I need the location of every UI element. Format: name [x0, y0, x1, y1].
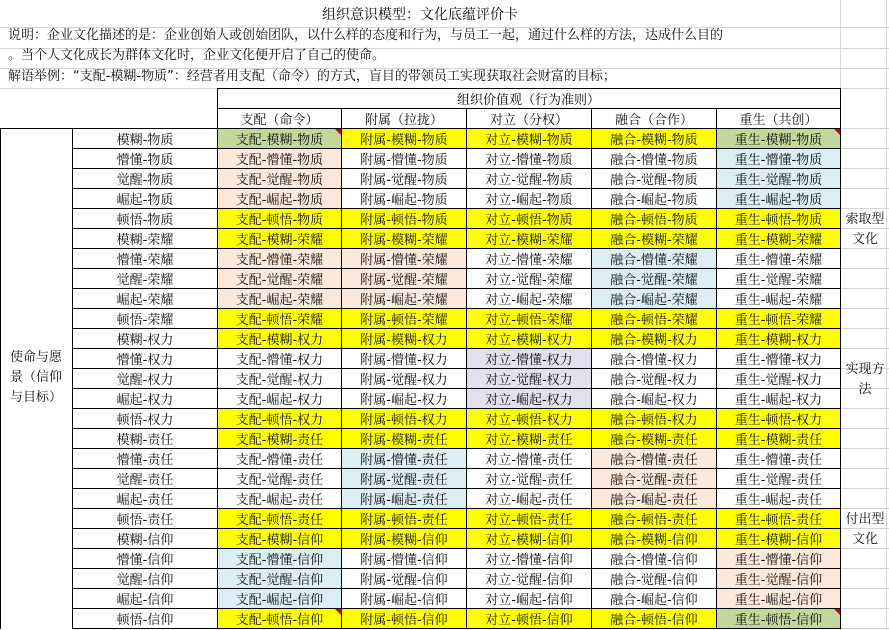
- table-cell[interactable]: 支配-顿悟-信仰: [218, 609, 341, 628]
- table-cell[interactable]: 附属-模糊-荣耀: [342, 229, 466, 248]
- gridline: [840, 148, 889, 149]
- table-cell[interactable]: 对立-懵懂-信仰: [467, 549, 591, 568]
- table-cell[interactable]: 支配-模糊-荣耀: [218, 229, 341, 248]
- table-cell[interactable]: 支配-模糊-物质: [218, 129, 341, 148]
- table-cell[interactable]: 附属-懵懂-责任: [342, 449, 466, 468]
- table-cell[interactable]: 融合-顿悟-荣耀: [592, 309, 716, 328]
- table-cell[interactable]: 重生-模糊-物质: [717, 129, 840, 148]
- table-border: [72, 228, 841, 229]
- row-label[interactable]: 顿悟-责任: [116, 513, 174, 528]
- table-border: [72, 248, 841, 249]
- table-cell[interactable]: 支配-崛起-荣耀: [218, 289, 341, 308]
- table-cell[interactable]: 附属-懵懂-物质: [342, 149, 466, 168]
- table-cell[interactable]: 融合-觉醒-权力: [592, 369, 716, 388]
- table-cell[interactable]: 附属-崛起-信仰: [342, 589, 466, 608]
- column-header-3[interactable]: 对立（分权）: [489, 113, 568, 128]
- table-border: [72, 588, 841, 589]
- table-border: [840, 88, 841, 629]
- row-label[interactable]: 模糊-荣耀: [116, 233, 174, 248]
- table-cell[interactable]: 重生-懵懂-权力: [717, 349, 840, 368]
- table-cell[interactable]: 融合-顿悟-权力: [592, 409, 716, 428]
- gridline: [840, 188, 889, 189]
- table-cell[interactable]: 融合-顿悟-责任: [592, 509, 716, 528]
- table-border: [0, 128, 841, 129]
- comment-indicator-icon[interactable]: [834, 609, 840, 615]
- side-label-giving-culture[interactable]: 付出型文化: [845, 512, 885, 547]
- table-cell[interactable]: 融合-懵懂-信仰: [592, 549, 716, 568]
- column-header-5[interactable]: 重生（共创）: [739, 113, 818, 128]
- table-cell[interactable]: 对立-顿悟-物质: [467, 209, 591, 228]
- table-cell[interactable]: 重生-懵懂-荣耀: [717, 249, 840, 268]
- table-cell[interactable]: 重生-模糊-权力: [717, 329, 840, 348]
- row-label[interactable]: 模糊-权力: [116, 333, 174, 348]
- table-border: [72, 148, 841, 149]
- table-cell[interactable]: 支配-觉醒-物质: [218, 169, 341, 188]
- table-cell[interactable]: 对立-顿悟-责任: [467, 509, 591, 528]
- table-border: [72, 268, 841, 269]
- row-label[interactable]: 模糊-信仰: [116, 533, 174, 548]
- row-label[interactable]: 懵懂-权力: [116, 353, 174, 368]
- gridline: [840, 308, 889, 309]
- table-cell[interactable]: 附属-懵懂-权力: [342, 349, 466, 368]
- table-border: [72, 608, 841, 609]
- table-cell[interactable]: 支配-崛起-权力: [218, 389, 341, 408]
- table-cell[interactable]: 对立-顿悟-信仰: [467, 609, 591, 628]
- table-border: [72, 568, 841, 569]
- table-cell[interactable]: 融合-崛起-责任: [592, 489, 716, 508]
- vision-label[interactable]: 使命与愿景（信仰与目标）: [9, 350, 62, 405]
- table-cell[interactable]: 融合-懵懂-荣耀: [592, 249, 716, 268]
- table-cell[interactable]: 重生-顿悟-物质: [717, 209, 840, 228]
- table-cell[interactable]: 对立-模糊-信仰: [467, 529, 591, 548]
- gridline: [840, 168, 889, 169]
- description-line-1[interactable]: 说明：企业文化描述的是：企业创始人或创始团队，以什么样的态度和行为，与员工一起，通过什么样的方法，达成什么目的: [8, 28, 724, 43]
- table-cell[interactable]: 对立-模糊-权力: [467, 329, 591, 348]
- table-cell[interactable]: 支配-顿悟-荣耀: [218, 309, 341, 328]
- table-cell[interactable]: 重生-觉醒-信仰: [717, 569, 840, 588]
- table-cell[interactable]: 融合-崛起-荣耀: [592, 289, 716, 308]
- table-cell[interactable]: 融合-模糊-荣耀: [592, 229, 716, 248]
- table-cell[interactable]: 附属-崛起-荣耀: [342, 289, 466, 308]
- table-cell[interactable]: 融合-觉醒-信仰: [592, 569, 716, 588]
- table-border: [72, 508, 841, 509]
- table-border: [72, 548, 841, 549]
- table-cell[interactable]: 附属-模糊-权力: [342, 329, 466, 348]
- table-cell[interactable]: 融合-顿悟-物质: [592, 209, 716, 228]
- row-label[interactable]: 崛起-荣耀: [116, 293, 174, 308]
- gridline: [840, 408, 889, 409]
- row-label[interactable]: 崛起-信仰: [116, 593, 174, 608]
- side-label-extractive-culture[interactable]: 索取型文化: [845, 212, 885, 247]
- table-cell[interactable]: 融合-模糊-责任: [592, 429, 716, 448]
- table-cell[interactable]: 对立-觉醒-信仰: [467, 569, 591, 588]
- table-cell[interactable]: 融合-崛起-信仰: [592, 589, 716, 608]
- table-cell[interactable]: 对立-崛起-荣耀: [467, 289, 591, 308]
- table-cell[interactable]: 融合-崛起-权力: [592, 389, 716, 408]
- table-cell[interactable]: 对立-模糊-物质: [467, 129, 591, 148]
- table-cell[interactable]: 重生-崛起-荣耀: [717, 289, 840, 308]
- table-cell[interactable]: 支配-觉醒-责任: [218, 469, 341, 488]
- table-border: [466, 108, 467, 629]
- row-label[interactable]: 觉醒-权力: [116, 373, 174, 388]
- table-cell[interactable]: 对立-崛起-权力: [467, 389, 591, 408]
- gridline: [840, 448, 889, 449]
- table-cell[interactable]: 对立-顿悟-荣耀: [467, 309, 591, 328]
- table-border: [72, 408, 841, 409]
- row-label[interactable]: 崛起-物质: [116, 193, 174, 208]
- row-label[interactable]: 顿悟-权力: [116, 413, 174, 428]
- table-cell[interactable]: 融合-觉醒-责任: [592, 469, 716, 488]
- table-border: [72, 348, 841, 349]
- table-cell[interactable]: 支配-崛起-信仰: [218, 589, 341, 608]
- table-border: [72, 168, 841, 169]
- table-cell[interactable]: 支配-崛起-责任: [218, 489, 341, 508]
- row-label[interactable]: 顿悟-信仰: [116, 613, 174, 628]
- table-cell[interactable]: 附属-懵懂-信仰: [342, 549, 466, 568]
- row-label[interactable]: 顿悟-荣耀: [116, 313, 174, 328]
- table-cell[interactable]: 融合-模糊-信仰: [592, 529, 716, 548]
- table-border: [716, 108, 717, 629]
- table-cell[interactable]: 附属-顿悟-荣耀: [342, 309, 466, 328]
- table-border: [72, 488, 841, 489]
- table-cell[interactable]: 对立-懵懂-荣耀: [467, 249, 591, 268]
- row-label[interactable]: 模糊-责任: [116, 433, 174, 448]
- row-label[interactable]: 觉醒-信仰: [116, 573, 174, 588]
- sheet-title[interactable]: 组织意识模型：文化底蕴评价卡: [322, 6, 518, 23]
- row-label[interactable]: 懵懂-信仰: [116, 553, 174, 568]
- table-cell[interactable]: 支配-崛起-物质: [218, 189, 341, 208]
- gridline: [840, 288, 889, 289]
- table-cell[interactable]: 支配-觉醒-荣耀: [218, 269, 341, 288]
- table-cell[interactable]: 附属-觉醒-权力: [342, 369, 466, 388]
- table-cell[interactable]: 附属-顿悟-信仰: [342, 609, 466, 628]
- table-cell[interactable]: 融合-懵懂-权力: [592, 349, 716, 368]
- gridline: [840, 588, 889, 589]
- table-cell[interactable]: 重生-懵懂-物质: [717, 149, 840, 168]
- row-label[interactable]: 懵懂-物质: [116, 153, 174, 168]
- table-border: [591, 108, 592, 629]
- row-label[interactable]: 顿悟-物质: [116, 213, 174, 228]
- table-cell[interactable]: 重生-顿悟-权力: [717, 409, 840, 428]
- table-cell[interactable]: 支配-懵懂-信仰: [218, 549, 341, 568]
- table-cell[interactable]: 融合-顿悟-信仰: [592, 609, 716, 628]
- table-border: [72, 428, 841, 429]
- value-header[interactable]: 组织价值观（行为准则）: [456, 92, 600, 108]
- gridline: [840, 468, 889, 469]
- table-border: [72, 188, 841, 189]
- table-cell[interactable]: 对立-懵懂-责任: [467, 449, 591, 468]
- table-cell[interactable]: 重生-顿悟-信仰: [717, 609, 840, 628]
- table-cell[interactable]: 重生-模糊-信仰: [717, 529, 840, 548]
- table-border: [217, 88, 841, 89]
- table-border: [72, 388, 841, 389]
- table-cell[interactable]: 附属-觉醒-物质: [342, 169, 466, 188]
- row-label[interactable]: 觉醒-荣耀: [116, 273, 174, 288]
- table-border: [72, 448, 841, 449]
- table-border: [72, 468, 841, 469]
- table-cell[interactable]: 对立-崛起-信仰: [467, 589, 591, 608]
- table-border: [72, 208, 841, 209]
- row-label[interactable]: 懵懂-荣耀: [116, 253, 174, 268]
- table-cell[interactable]: 支配-觉醒-权力: [218, 369, 341, 388]
- table-cell[interactable]: 附属-顿悟-责任: [342, 509, 466, 528]
- description-line-2[interactable]: 。当个人文化成长为群体文化时，企业文化便开启了自己的使命。: [8, 48, 386, 63]
- table-cell[interactable]: 支配-懵懂-荣耀: [218, 249, 341, 268]
- table-cell[interactable]: 支配-模糊-权力: [218, 329, 341, 348]
- table-cell[interactable]: 重生-模糊-荣耀: [717, 229, 840, 248]
- table-border: [72, 128, 73, 629]
- table-cell[interactable]: 重生-觉醒-荣耀: [717, 269, 840, 288]
- table-cell[interactable]: 重生-崛起-物质: [717, 189, 840, 208]
- table-cell[interactable]: 对立-崛起-物质: [467, 189, 591, 208]
- row-label[interactable]: 崛起-责任: [116, 493, 174, 508]
- gridline: [840, 488, 889, 489]
- table-cell[interactable]: 对立-崛起-责任: [467, 489, 591, 508]
- table-cell[interactable]: 对立-懵懂-权力: [467, 349, 591, 368]
- table-cell[interactable]: 附属-顿悟-权力: [342, 409, 466, 428]
- description-line-3[interactable]: 解语举例：“支配-模糊-物质”：经营者用支配（命令）的方式，盲目的带领员工实现获取社会财富的目标；: [8, 69, 616, 84]
- table-cell[interactable]: 对立-觉醒-物质: [467, 169, 591, 188]
- table-cell[interactable]: 附属-崛起-权力: [342, 389, 466, 408]
- table-cell[interactable]: 重生-顿悟-责任: [717, 509, 840, 528]
- table-cell[interactable]: 重生-崛起-权力: [717, 389, 840, 408]
- table-border: [72, 528, 841, 529]
- table-cell[interactable]: 附属-觉醒-荣耀: [342, 269, 466, 288]
- column-header-2[interactable]: 附属（拉拢）: [364, 113, 443, 128]
- table-cell[interactable]: 附属-觉醒-责任: [342, 469, 466, 488]
- table-cell[interactable]: 对立-觉醒-权力: [467, 369, 591, 388]
- table-cell[interactable]: 附属-崛起-责任: [342, 489, 466, 508]
- table-cell[interactable]: 重生-懵懂-信仰: [717, 549, 840, 568]
- table-border: [217, 88, 218, 629]
- gridline: [840, 328, 889, 329]
- table-cell[interactable]: 重生-觉醒-物质: [717, 169, 840, 188]
- row-label[interactable]: 觉醒-物质: [116, 173, 174, 188]
- table-cell[interactable]: 重生-崛起-责任: [717, 489, 840, 508]
- table-cell[interactable]: 融合-崛起-物质: [592, 189, 716, 208]
- table-border: [0, 128, 1, 629]
- gridline: [840, 128, 889, 129]
- table-cell[interactable]: 融合-觉醒-荣耀: [592, 269, 716, 288]
- table-cell[interactable]: 重生-觉醒-权力: [717, 369, 840, 388]
- row-label[interactable]: 崛起-权力: [116, 393, 174, 408]
- column-header-4[interactable]: 融合（合作）: [614, 113, 693, 128]
- table-cell[interactable]: 融合-模糊-物质: [592, 129, 716, 148]
- table-border: [341, 108, 342, 629]
- table-border: [72, 328, 841, 329]
- table-cell[interactable]: 支配-模糊-责任: [218, 429, 341, 448]
- table-cell[interactable]: 附属-懵懂-荣耀: [342, 249, 466, 268]
- table-cell[interactable]: 支配-懵懂-物质: [218, 149, 341, 168]
- table-cell[interactable]: 对立-模糊-荣耀: [467, 229, 591, 248]
- table-cell[interactable]: 附属-崛起-物质: [342, 189, 466, 208]
- table-cell[interactable]: 附属-模糊-责任: [342, 429, 466, 448]
- table-cell[interactable]: 融合-懵懂-物质: [592, 149, 716, 168]
- gridline: [840, 428, 889, 429]
- gridline: [840, 348, 889, 349]
- table-cell[interactable]: 支配-觉醒-信仰: [218, 569, 341, 588]
- table-cell[interactable]: 重生-顿悟-荣耀: [717, 309, 840, 328]
- table-cell[interactable]: 对立-觉醒-责任: [467, 469, 591, 488]
- side-label-method[interactable]: 实现方法: [845, 362, 885, 397]
- table-cell[interactable]: 支配-顿悟-权力: [218, 409, 341, 428]
- column-header-1[interactable]: 支配（命令）: [240, 113, 319, 128]
- gridline: [840, 608, 889, 609]
- table-border: [217, 108, 841, 109]
- table-cell[interactable]: 融合-模糊-权力: [592, 329, 716, 348]
- table-cell[interactable]: 对立-模糊-责任: [467, 429, 591, 448]
- row-label[interactable]: 模糊-物质: [116, 133, 174, 148]
- table-cell[interactable]: 重生-觉醒-责任: [717, 469, 840, 488]
- table-border: [72, 288, 841, 289]
- comment-indicator-icon[interactable]: [834, 129, 840, 135]
- table-cell[interactable]: 附属-模糊-物质: [342, 129, 466, 148]
- table-cell[interactable]: 附属-顿悟-物质: [342, 209, 466, 228]
- table-cell[interactable]: 附属-模糊-信仰: [342, 529, 466, 548]
- table-cell[interactable]: 融合-觉醒-物质: [592, 169, 716, 188]
- table-cell[interactable]: 重生-懵懂-责任: [717, 449, 840, 468]
- table-border: [72, 628, 841, 629]
- table-border: [72, 308, 841, 309]
- table-cell[interactable]: 附属-觉醒-信仰: [342, 569, 466, 588]
- gridline: [840, 628, 889, 629]
- table-cell[interactable]: 重生-模糊-责任: [717, 429, 840, 448]
- table-cell[interactable]: 支配-懵懂-权力: [218, 349, 341, 368]
- row-label[interactable]: 觉醒-责任: [116, 473, 174, 488]
- table-cell[interactable]: 支配-顿悟-责任: [218, 509, 341, 528]
- table-cell[interactable]: 对立-顿悟-权力: [467, 409, 591, 428]
- table-cell[interactable]: 对立-懵懂-物质: [467, 149, 591, 168]
- table-cell[interactable]: 支配-懵懂-责任: [218, 449, 341, 468]
- table-cell[interactable]: 支配-顿悟-物质: [218, 209, 341, 228]
- table-cell[interactable]: 重生-崛起-信仰: [717, 589, 840, 608]
- table-cell[interactable]: 对立-觉醒-荣耀: [467, 269, 591, 288]
- row-label[interactable]: 懵懂-责任: [116, 453, 174, 468]
- table-cell[interactable]: 融合-懵懂-责任: [592, 449, 716, 468]
- table-cell[interactable]: 支配-模糊-信仰: [218, 529, 341, 548]
- comment-indicator-icon[interactable]: [335, 609, 341, 615]
- comment-indicator-icon[interactable]: [335, 129, 341, 135]
- table-border: [72, 368, 841, 369]
